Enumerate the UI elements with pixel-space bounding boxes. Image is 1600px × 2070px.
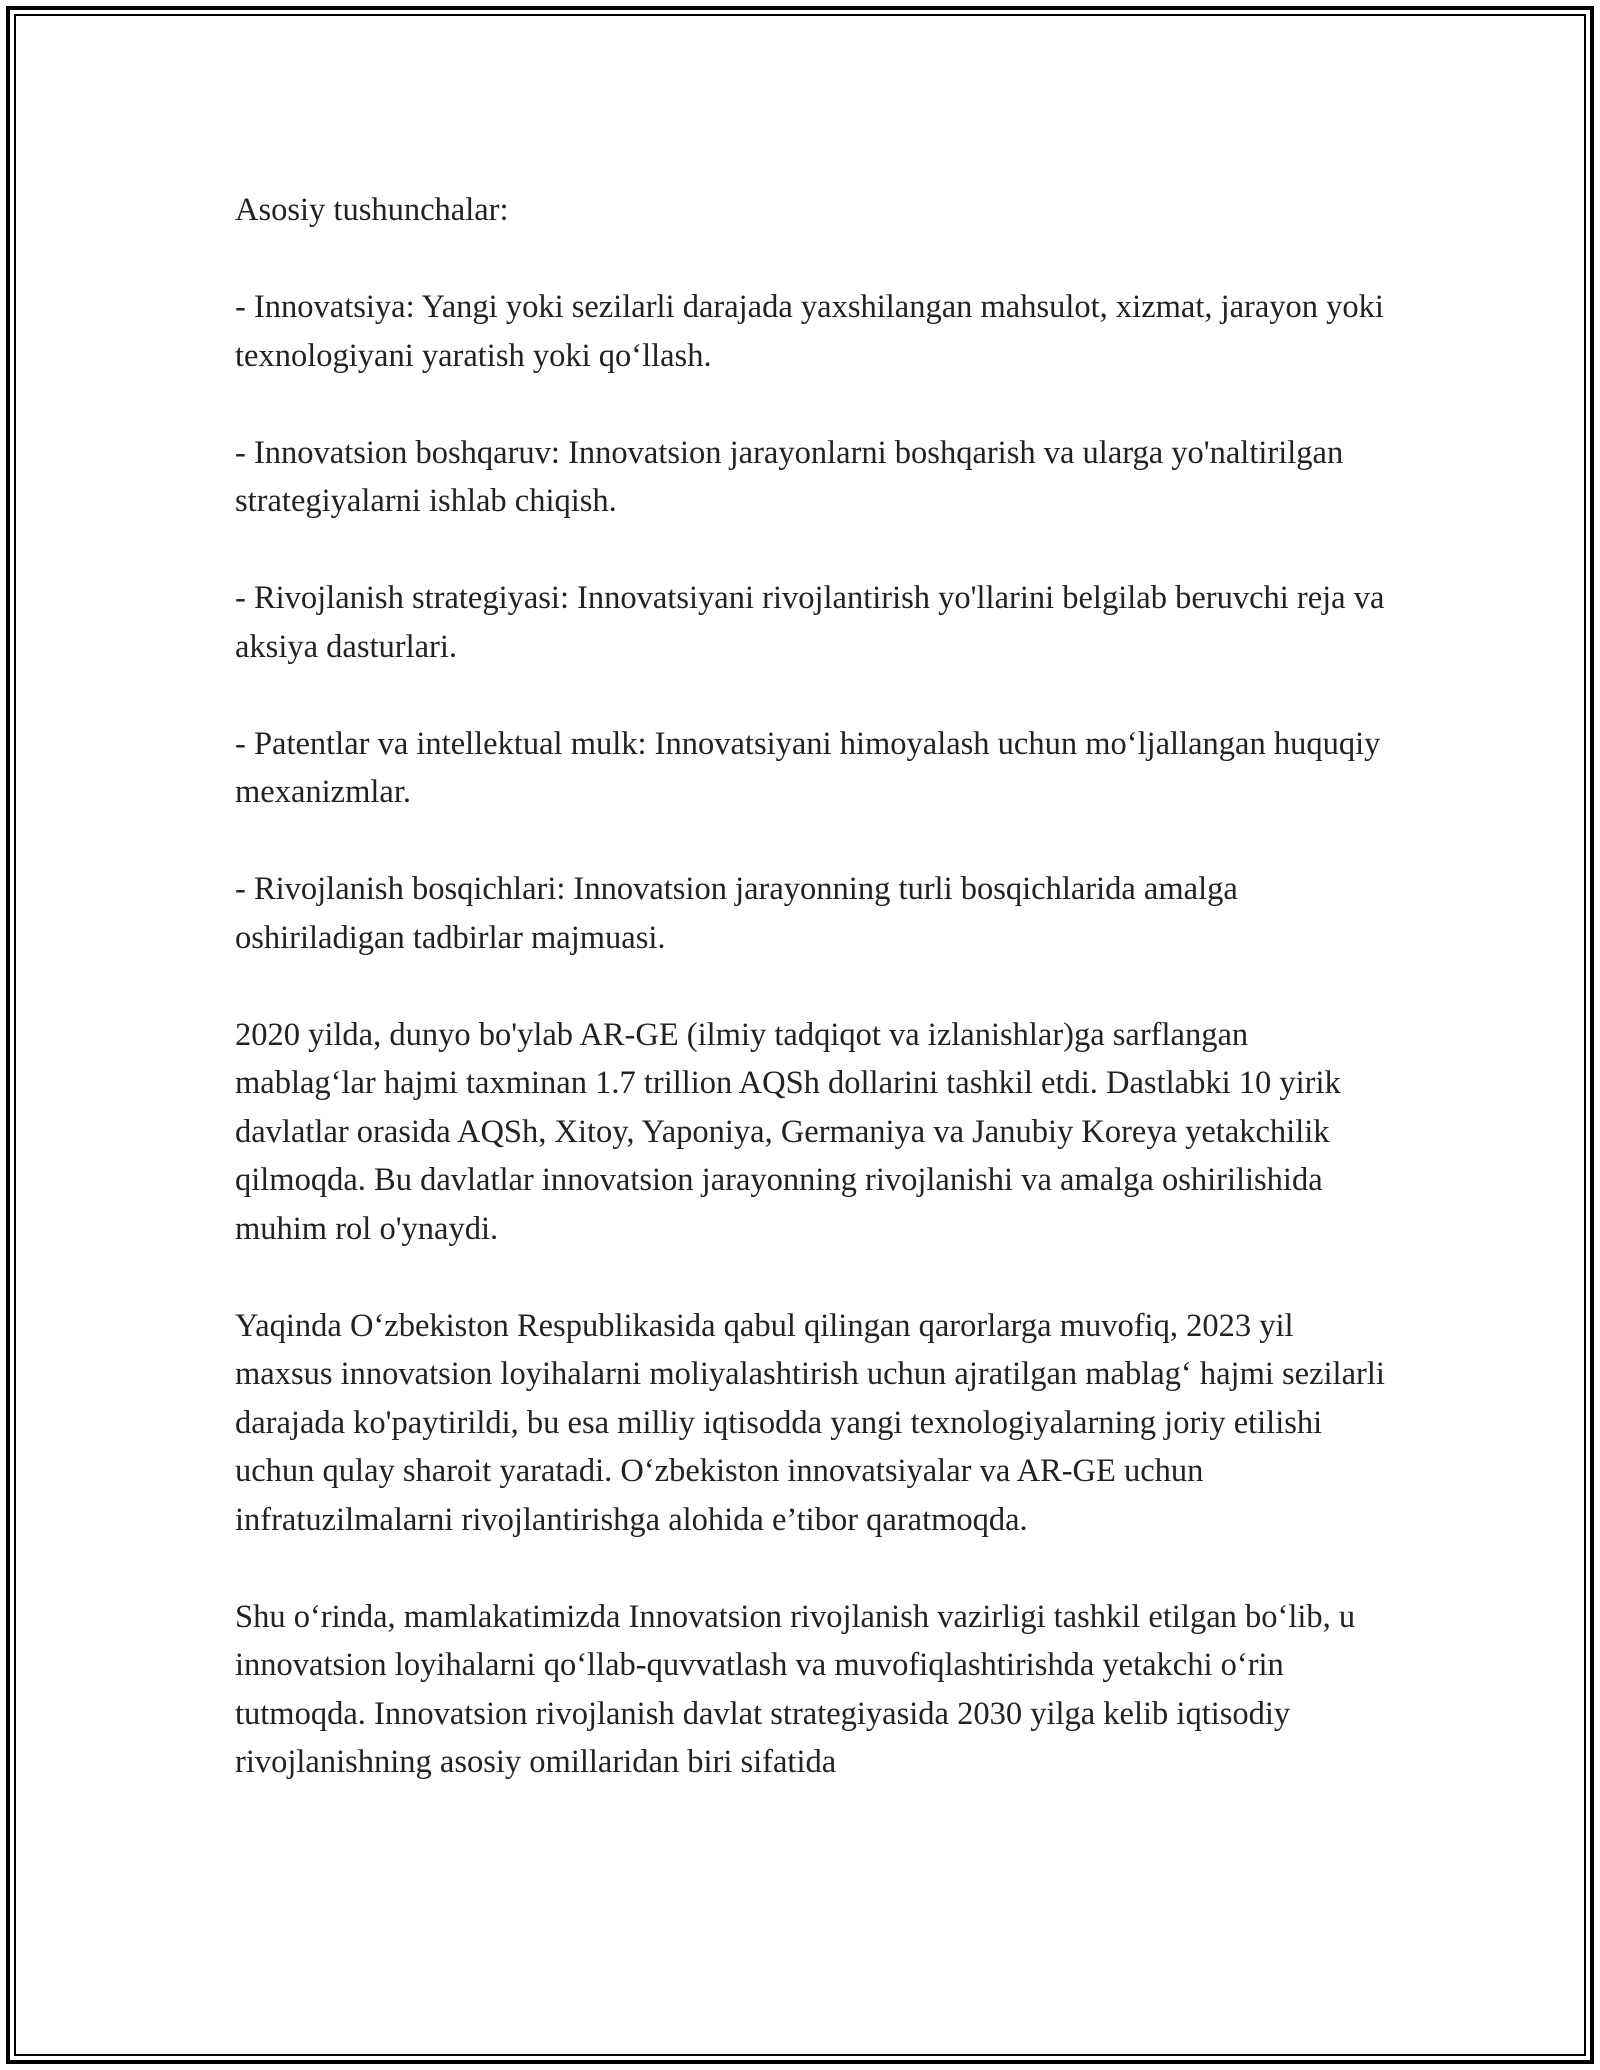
paragraph-ministry: Shu o‘rinda, mamlakatimizda Innovatsion rivojlanish vazirligi tashkil etilgan bo‘lib, u innovatsion loyihalarni qo‘llab-quvvatlash va muvofiqlashtirishda yetakchi o‘rin tutmoqda. Innovatsion rivojlanish davlat strategiyasida 2030 yilga kelib iqtisodiy rivojlanishning asosiy omillaridan biri sifatida bbox=[235, 1598, 1356, 1780]
paragraph-uzbekistan-2023: Yaqinda O‘zbekiston Respublikasida qabul qilingan qarorlarga muvofiq, 2023 yil maxsus innovatsion loyihalarni moliyalashtirish uchun ajratilgan mablag‘ hajmi sezilarli darajada ko'paytirildi, bu esa milliy iqtisodda yangi texnologiyalarning joriy etilishi uchun qulay sharoit yaratadi. O‘zbekiston innovatsiyalar va AR-GE uchun infratuzilmalarni rivojlantirishga alohida e’tibor qaratmoqda. bbox=[235, 1307, 1385, 1538]
term-rivojlanish-bosqichlari: - Rivojlanish bosqichlari: Innovatsion jarayonning turli bosqichlarida amalga oshiriladigan tadbirlar majmuasi. bbox=[235, 871, 1238, 956]
term-innovatsion-boshqaruv: - Innovatsion boshqaruv: Innovatsion jarayonlarni boshqarish va ularga yo'naltirilgan strategiyalarni ishlab chiqish. bbox=[235, 434, 1344, 519]
term-innovatsiya: - Innovatsiya: Yangi yoki sezilarli darajada yaxshilangan mahsulot, xizmat, jarayon yoki texnologiyani yaratish yoki qo‘llash. bbox=[235, 289, 1384, 374]
paragraph-ar-ge-2020: 2020 yilda, dunyo bo'ylab AR-GE (ilmiy tadqiqot va izlanishlar)ga sarflangan mablag‘lar hajmi taxminan 1.7 trillion AQSh dollarini tashkil etdi. Dastlabki 10 yirik davlatlar orasida AQSh, Xitoy, Yaponiya, Germaniya va Janubiy Koreya yetakchilik qilmoqda. Bu davlatlar innovatsion jarayonning rivojlanishi va amalga oshirilishida muhim rol o'ynaydi. bbox=[235, 1016, 1341, 1247]
document-body bbox=[235, 186, 1395, 1787]
term-patentlar: - Patentlar va intellektual mulk: Innovatsiyani himoyalash uchun mo‘ljallangan huquqiy mexanizmlar. bbox=[235, 725, 1381, 810]
section-heading: Asosiy tushunchalar: bbox=[235, 192, 509, 228]
term-rivojlanish-strategiyasi: - Rivojlanish strategiyasi: Innovatsiyani rivojlantirish yo'llarini belgilab beruvchi reja va aksiya dasturlari. bbox=[235, 580, 1385, 665]
